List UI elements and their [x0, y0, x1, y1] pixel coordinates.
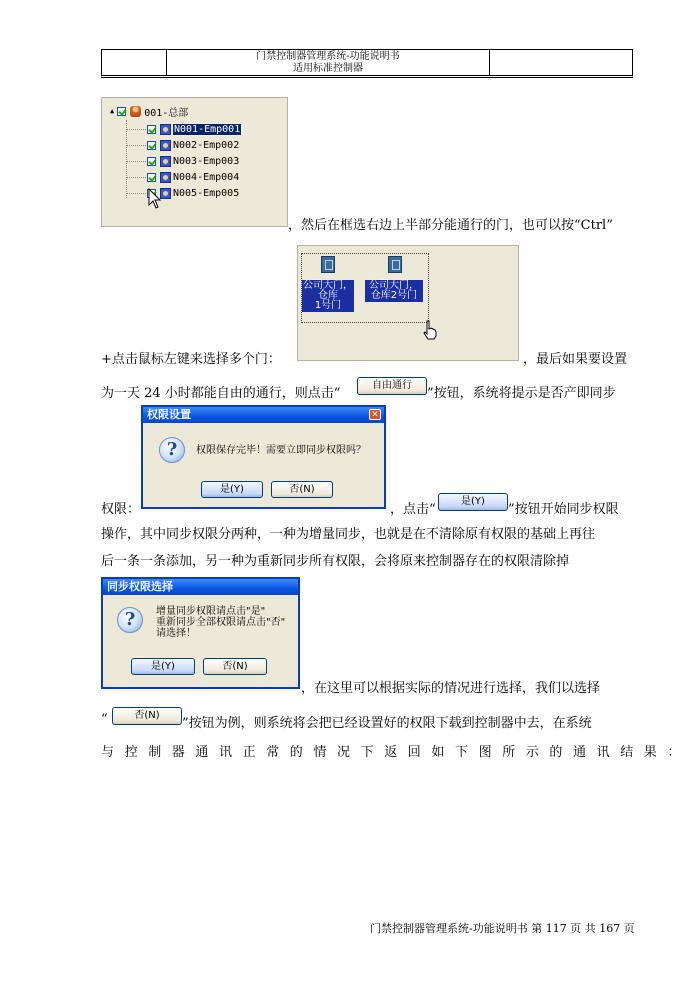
- paragraph-line: ，点击“: [390, 502, 436, 517]
- paragraph-line: “: [101, 712, 108, 727]
- checkbox-icon: [147, 125, 156, 134]
- tree-line: [126, 177, 146, 178]
- tree-item-label: N005-Emp005: [173, 187, 240, 199]
- door-icon: [388, 256, 402, 273]
- no-button[interactable]: 否(N): [203, 658, 267, 675]
- door-label-line: 1号门: [314, 300, 342, 311]
- hand-cursor-icon: [422, 320, 438, 340]
- employee-icon: [160, 156, 171, 167]
- paragraph-line: ”按钮为例，则系统将会把已经设置好的权限下载到控制器中去，在系统: [182, 716, 592, 731]
- dialog-message-line: 重新同步全部权限请点击"否": [156, 617, 286, 628]
- header-line2: 适用标准控制器: [293, 63, 363, 74]
- door-label-line: 公司大门，: [369, 280, 419, 291]
- paragraph-line: 为一天 24 小时都能自由的通行，则点击“: [101, 386, 341, 401]
- yes-button[interactable]: 是(Y): [201, 481, 263, 498]
- employee-icon: [160, 172, 171, 183]
- question-icon: ?: [159, 437, 185, 463]
- dialog-title: 同步权限选择: [107, 580, 173, 593]
- page-header: [101, 49, 633, 78]
- paragraph-line: ，然后在框选右边上半部分能通行的门，也可以按“Ctrl”: [288, 218, 613, 233]
- employee-icon: [160, 124, 171, 135]
- no-button[interactable]: 否(N): [271, 481, 333, 498]
- header-title: [167, 51, 489, 75]
- tree-item: [147, 138, 239, 152]
- checkbox-icon: [117, 107, 126, 116]
- door-label-2: [365, 280, 423, 302]
- paragraph-line: ，在这里可以根据实际的情况进行选择，我们以选择: [301, 681, 601, 696]
- dialog-title: 权限设置: [147, 408, 191, 421]
- group-icon: [130, 106, 141, 117]
- no-button-inline[interactable]: 否(N): [112, 707, 182, 725]
- header-right-cell: [489, 50, 632, 75]
- checkbox-icon: [147, 141, 156, 150]
- tree-line: [126, 193, 146, 194]
- yes-button[interactable]: 是(Y): [131, 658, 195, 675]
- collapse-icon: ▲: [110, 107, 115, 115]
- checkbox-icon: [147, 157, 156, 166]
- checkbox-icon: [147, 173, 156, 182]
- tree-item-label: N004-Emp004: [173, 171, 240, 183]
- paragraph-line: 与控制器通讯正常的情况下返回如下图所示的通讯结果：: [101, 745, 692, 760]
- paragraph-line: ，最后如果要设置: [523, 352, 628, 367]
- tree-root-row: [110, 104, 188, 118]
- dialog-titlebar: [143, 407, 384, 423]
- tree-line: [126, 129, 146, 130]
- dialog-titlebar: [103, 579, 298, 595]
- page-footer: 门禁控制器管理系统-功能说明书 第 117 页 共 167 页: [370, 922, 635, 935]
- yes-button-inline[interactable]: 是(Y): [438, 493, 508, 511]
- door-selection-screenshot: [297, 245, 519, 361]
- permission-setting-dialog: [141, 405, 386, 509]
- question-icon: ?: [117, 607, 143, 633]
- tree-item-label: N001-Emp001: [174, 123, 241, 135]
- paragraph-line: ”按钮，系统将提示是否产即同步: [427, 386, 616, 401]
- paragraph-line: 后一条一条添加，另一种为重新同步所有权限，会将原来控制器存在的权限清除掉: [101, 554, 570, 569]
- door-label-1: [302, 280, 354, 312]
- tree-line: [126, 145, 146, 146]
- dialog-message: 权限保存完毕！需要立即同步权限吗？: [196, 445, 366, 456]
- tree-item: [147, 154, 239, 168]
- door-label-line: 仓库2号门: [370, 290, 418, 301]
- paragraph-line: +点击鼠标左键来选择多个门：: [101, 352, 281, 367]
- tree-line: [126, 161, 146, 162]
- employee-icon: [160, 140, 171, 151]
- header-line1: 门禁控制器管理系统-功能说明书: [256, 51, 400, 62]
- paragraph-line: ”按钮开始同步权限: [508, 502, 619, 517]
- paragraph-line: 操作，其中同步权限分两种，一种为增量同步，也就是在不清除原有权限的基础上再往: [101, 527, 596, 542]
- employee-tree-screenshot: [101, 97, 288, 227]
- tree-item: [147, 170, 239, 184]
- header-left-cell: [102, 50, 167, 75]
- door-label-line: 仓库: [318, 290, 338, 301]
- dialog-message-line: 增量同步权限请点击"是": [156, 606, 266, 617]
- door-icon: [321, 256, 335, 273]
- close-icon[interactable]: ✕: [369, 409, 381, 420]
- tree-line: [126, 120, 127, 198]
- free-pass-button[interactable]: 自由通行: [357, 377, 427, 395]
- paragraph-line: 权限：: [101, 502, 141, 517]
- sync-permission-dialog: [101, 577, 300, 689]
- mouse-cursor-icon: [148, 188, 162, 210]
- tree-item-label: N002-Emp002: [173, 139, 240, 151]
- tree-item: [147, 122, 241, 136]
- dialog-message-line: 请选择！: [156, 628, 196, 639]
- tree-item-label: N003-Emp003: [173, 155, 240, 167]
- door-label-line: 公司大门，: [303, 280, 353, 291]
- tree-root-label: 001-总部: [144, 107, 189, 119]
